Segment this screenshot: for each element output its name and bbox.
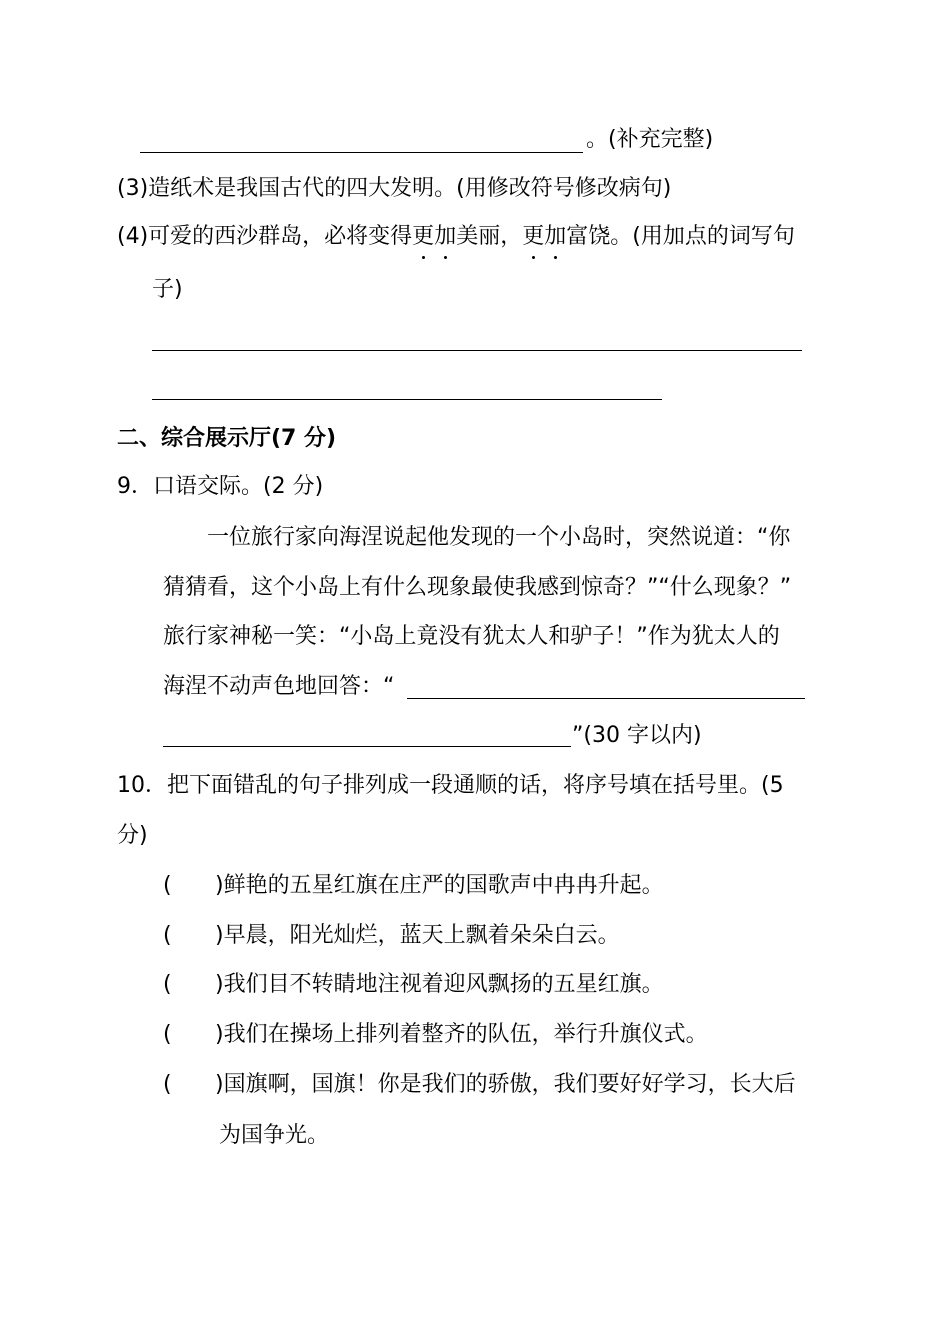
order-input-bracket[interactable]: (	[163, 1022, 172, 1047]
q10-title: 10．把下面错乱的句子排列成一段通顺的话，将序号填在括号里。(5	[117, 773, 784, 798]
q9-title: 9．口语交际。(2 分)	[117, 474, 324, 499]
q10-item	[163, 1020, 708, 1050]
order-input-bracket[interactable]: (	[163, 1072, 172, 1097]
q10-title-cont: 分)	[117, 823, 148, 848]
q10-item-text: 国旗啊，国旗！你是我们的骄傲，我们要好好学习，长大后	[223, 1072, 796, 1097]
q10-item	[163, 871, 664, 901]
emphasis-dot-char: 加	[434, 224, 457, 249]
close-paren: )	[215, 1022, 224, 1047]
q10-item-text: 我们在操场上排列着整齐的队伍，举行升旗仪式。	[223, 1022, 708, 1047]
close-paren: )	[215, 873, 224, 898]
q9-passage-line: 一位旅行家向海涅说起他发现的一个小岛时，突然说道：“你	[207, 525, 791, 550]
q8-part4-cont: 子)	[152, 277, 183, 302]
q8-part4-suffix: 富饶。(用加点的词写句	[566, 224, 795, 249]
order-input-bracket[interactable]: (	[163, 873, 172, 898]
answer-blank-line[interactable]	[152, 350, 802, 351]
answer-blank-line[interactable]	[407, 698, 805, 699]
q9-passage-line: 旅行家神秘一笑：“小岛上竟没有犹太人和驴子！”作为犹太人的	[163, 624, 780, 649]
answer-blank-line[interactable]	[140, 152, 583, 153]
q10-item	[163, 921, 620, 951]
q10-item	[163, 970, 664, 1000]
order-input-bracket[interactable]: (	[163, 972, 172, 997]
q8-part4-prefix: (4)可爱的西沙群岛，必将变得	[117, 224, 413, 249]
q10-item	[163, 1070, 796, 1100]
q10-item-text: 早晨，阳光灿烂，蓝天上飘着朵朵白云。	[223, 923, 620, 948]
answer-blank-line[interactable]	[163, 746, 571, 747]
emphasis-dot-char: 更	[522, 224, 545, 249]
q9-tail: ”(30 字以内)	[572, 723, 702, 748]
close-paren: )	[215, 1072, 224, 1097]
close-paren: )	[215, 923, 224, 948]
q10-item-cont: 为国争光。	[219, 1123, 330, 1148]
q10-item-text: 鲜艳的五星红旗在庄严的国歌声中冉冉升起。	[223, 873, 664, 898]
close-paren: )	[215, 972, 224, 997]
section-heading: 二、综合展示厅(7 分)	[117, 426, 337, 451]
q8-part4	[117, 222, 795, 252]
answer-blank-line[interactable]	[152, 399, 662, 400]
emphasis-dot-char: 加	[544, 224, 567, 249]
q10-item-text: 我们目不转睛地注视着迎风飘扬的五星红旗。	[223, 972, 664, 997]
q8-part4-mid: 美丽，	[456, 224, 523, 249]
q9-passage-line: 猜猜看，这个小岛上有什么现象最使我感到惊奇？”“什么现象？”	[163, 575, 792, 600]
q9-passage-line: 海涅不动声色地回答：“	[163, 674, 395, 699]
q8-part2-tail: 。(补充完整)	[586, 127, 714, 152]
q8-part3: (3)造纸术是我国古代的四大发明。(用修改符号修改病句)	[117, 176, 672, 201]
order-input-bracket[interactable]: (	[163, 923, 172, 948]
emphasis-dot-char: 更	[412, 224, 435, 249]
